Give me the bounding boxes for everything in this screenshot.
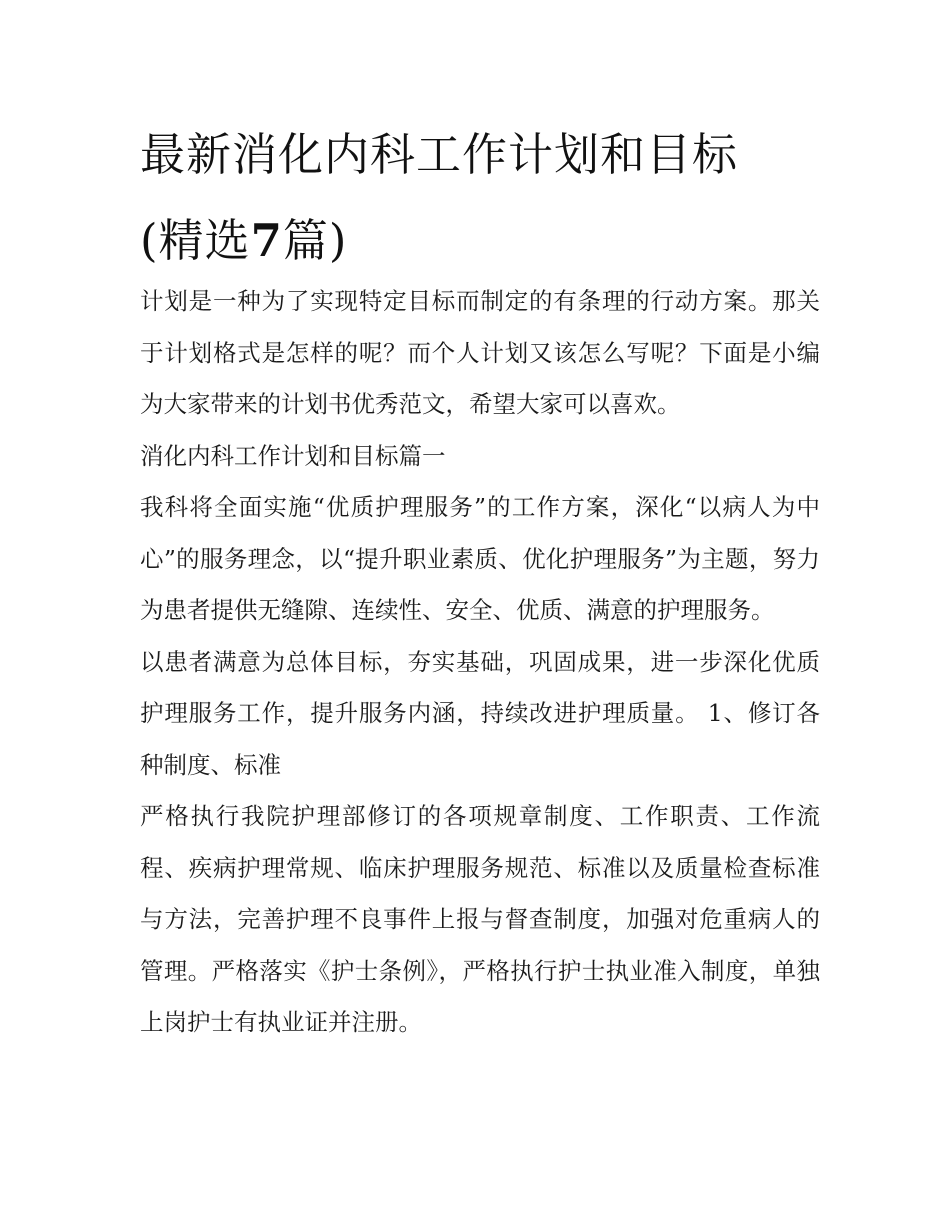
body-paragraph: 我科将全面实施“优质护理服务”的工作方案，深化“以病人为中心”的服务理念，以“提升职业素质、优化护理服务”为主题，努力为患者提供无缝隙、连续性、安全、优质、满意的护理服务。 [140,493,820,624]
body-paragraph: 严格执行我院护理部修订的各项规章制度、工作职责、工作流程、疾病护理常规、临床护理服务规范、标准以及质量检查标准与方法，完善护理不良事件上报与督查制度，加强对危重病人的管理。严格落实《护士条例》，严格执行护士执业准入制度，单独上岗护士有执业证并注册。 [140,802,820,1036]
intro-paragraph: 计划是一种为了实现特定目标而制定的有条理的行动方案。那关于计划格式是怎样的呢？而个人计划又该怎么写呢？下面是小编为大家带来的计划书优秀范文，希望大家可以喜欢。 [140,287,820,418]
title-line-2-number: 7 [250,214,283,267]
title-line-2-close: 篇) [282,214,348,267]
document-title [140,112,820,284]
body-paragraph: 以患者满意为总体目标，夯实基础，巩固成果，进一步深化优质护理服务工作，提升服务内涵，持续改进护理质量。 1、修订各种制度、标准 [140,647,820,779]
title-line-2-open: (精选 [140,214,251,267]
title-line-1: 最新消化内科工作计划和目标 [140,128,739,181]
document-body [140,276,820,1049]
section-heading: 消化内科工作计划和目标篇一 [140,441,446,470]
